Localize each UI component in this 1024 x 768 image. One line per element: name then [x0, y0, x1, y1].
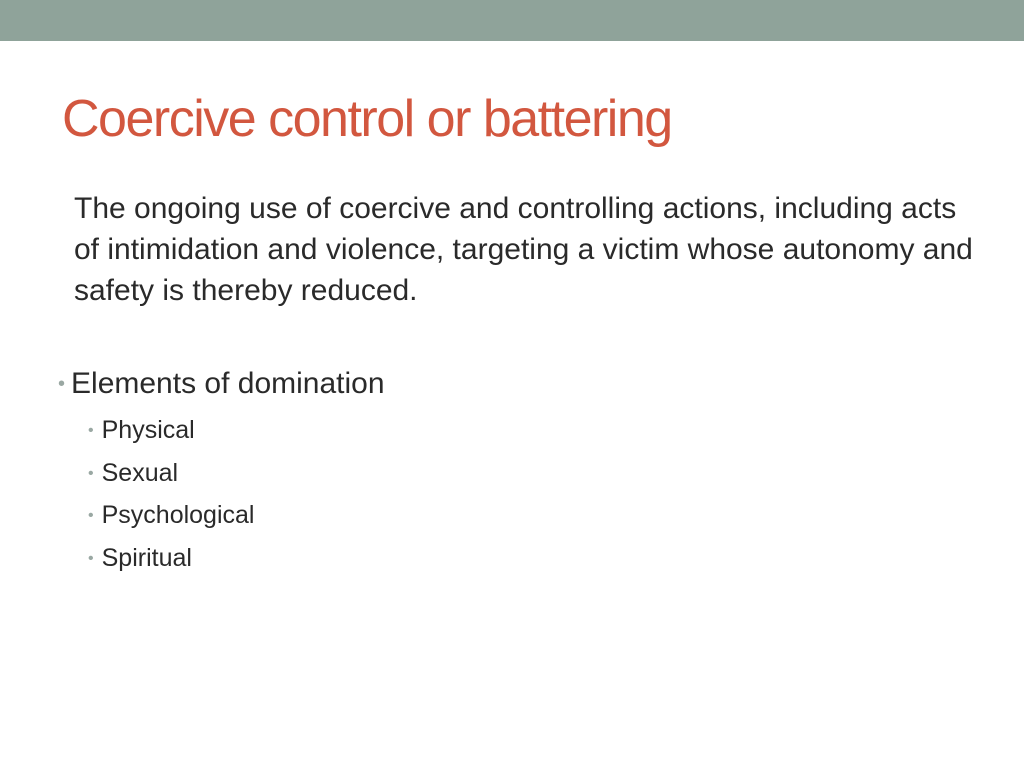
list-item-sexual: [88, 454, 385, 497]
sub-point-label: Psychological: [101, 501, 255, 529]
bullet-icon: •: [88, 464, 94, 482]
bullet-icon: •: [88, 507, 94, 524]
sub-bullet-list: [88, 411, 385, 581]
bullet-icon: •: [88, 422, 94, 439]
slide-title: Coercive control or battering: [62, 90, 672, 148]
list-item-elements-of-domination: [58, 364, 385, 581]
definition-text: The ongoing use of coercive and controlling actions, including acts of intimidation and violence, targeting a victim whose autonomy and safety is thereby reduced.: [74, 192, 973, 307]
sub-point-label: Physical: [101, 416, 195, 444]
list-item-physical: [88, 411, 385, 454]
sub-point-label: Sexual: [101, 458, 179, 487]
main-point-label: Elements of domination: [71, 367, 385, 400]
top-accent-band: [0, 0, 1024, 41]
bullet-icon: •: [88, 549, 94, 567]
bullet-list: [58, 364, 385, 581]
bullet-icon: •: [58, 373, 66, 395]
list-item-psychological: [88, 496, 385, 539]
sub-point-label: Spiritual: [101, 543, 192, 572]
list-item-spiritual: [88, 539, 385, 582]
